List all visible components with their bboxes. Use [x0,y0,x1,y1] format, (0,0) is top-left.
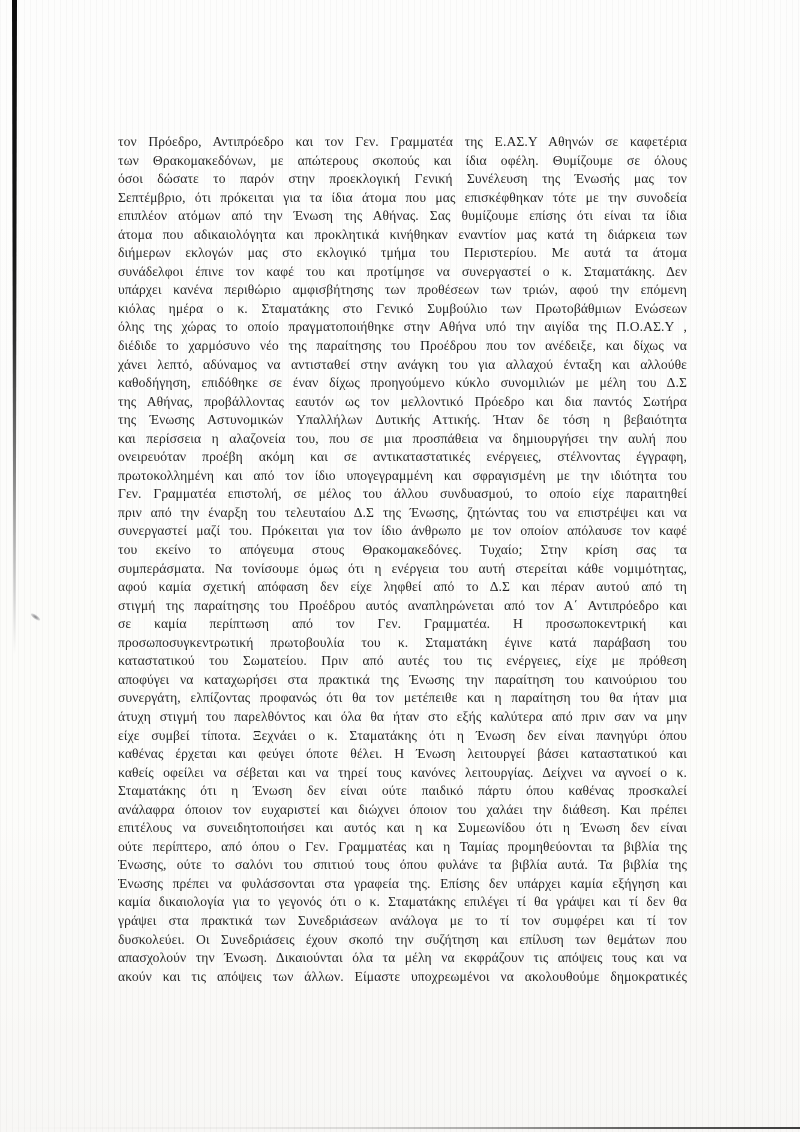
text-line: τον Πρόεδρο, Αντιπρόεδρο και τον Γεν. Γραμματέα της Ε.ΑΣ.Υ Αθηνών σε καφετέρια [118,134,687,149]
text-line: κιόλας ημέρα ο κ. Σταματάκης στο Γενικό Συμβούλιο των Πρωτοβάθμιων Ενώσεων [118,300,687,316]
text-line: άτυχη στιγμή του παρελθόντος και όλα θα ήταν στο εξής καλύτερα από πριν σαν να μην [118,708,687,724]
text-line: συνεργάτη, ελπίζοντας προφανώς ότι θα τον μετέπειθε και η παραίτηση του θα ήταν μια [118,690,687,706]
document-text-block [118,133,687,986]
text-line: Σταματάκης ότι η Ένωση δεν είναι ούτε παιδικό πάρτυ όπου καθένας προσκαλεί [118,783,687,799]
text-line: ανάλαφρα όποιον τον ευχαριστεί και διώχνει όποιον του χαλάει την διάθεση. Και πρέπει [118,801,687,817]
text-line: Ένωσης, ούτε το σαλόνι του σπιτιού τους όπου φυλάνε τα βιβλία αυτά. Τα βιβλία της [118,857,687,873]
bottom-edge-scan-line-artifact [0,1127,800,1129]
text-line: διήμερων εκλογών μας στο εκλογικό τμήμα του Περιστερίου. Με αυτά τα άτομα [118,245,687,261]
text-line: της Ένωσης Αστυνομικών Υπαλλήλων Δυτικής Αττικής. Ήταν δε τόση η βεβαιότητα [118,412,687,428]
text-line: στιγμή της παραίτησης του Προέδρου αυτός αναπληρώνεται από τον Α΄ Αντιπρόεδρο και [118,597,687,613]
text-line: ακούν και τις απόψεις των άλλων. Είμαστε υποχρεωμένοι να ακολουθούμε δημοκρατικές [118,968,687,984]
text-line: καθείς οφείλει να σέβεται και να τηρεί τους κανόνες λειτουργίας. Δείχνει να αγνοεί ο κ. [118,764,687,780]
text-line: αποφύγει να καταχωρήσει στα πρακτικά της Ένωσης την παραίτηση του καινούριου του [118,671,687,687]
text-line: καθοδήγηση, επιδόθηκε σε έναν δίχως προηγούμενο κύκλο συνομιλιών με μέλη του Δ.Σ [118,375,687,391]
text-line: επιτέλους να συνειδητοποιήσει και αυτός και η κα Συμεωνίδου ότι η Ένωση δεν είναι [118,820,687,836]
text-line: διέδιδε το χαρμόσυνο νέο της παραίτησης του Προέδρου που τον ανέδειξε, και δίχως να [118,338,687,354]
text-line: χάνει λεπτό, αδύναμος να αντισταθεί στην ανάγκη του για αλλαχού ένταξη και αλλούθε [118,356,687,372]
text-line: του εκείνο το απόγευμα στους Θρακομακεδόνες. Τυχαίο; Στην κρίση σας τα [118,542,687,558]
left-edge-scan-bar-artifact [12,0,17,655]
text-line: συνεργαστεί μαζί του. Πρόκειται για τον ίδιο άνθρωπο με τον οποίον απόλαυσε τον καφέ [118,523,687,539]
text-line: πρωτοκολλημένη και από τον ίδιο υπογεγραμμένη και σφραγισμένη με την ιδιότητα του [118,467,687,483]
text-line: όσοι δώσατε το παρόν στην προεκλογική Γενική Συνέλευση της Ένωσής μας τον [118,171,687,187]
text-line: γράψει στα πρακτικά των Συνεδριάσεων ανάλογα με το τί τον συμφέρει και τί τον [118,912,687,928]
text-line: Σεπτέμβριο, ότι πρόκειται για τα ίδια άτομα που μας επισκέφθηκαν τότε με την συνοδεία [118,189,687,205]
text-line: ούτε περίπτερο, από όπου ο Γεν. Γραμματέας και η Ταμίας προμηθεύονται τα βιβλία της [118,838,687,854]
text-line: και περίσσεια η αλαζονεία του, που σε μια προσπάθεια να δημιουργήσει την αυλή που [118,430,687,446]
text-line: σε καμία περίπτωση από τον Γεν. Γραμματέα. Η προσωποκεντρική και [118,616,687,632]
text-line: Γεν. Γραμματέα επιστολή, σε μέλος του άλλου συνδυασμού, το οποίο είχε παραιτηθεί [118,486,687,502]
text-line: αφού καμία σχετική απόφαση δεν είχε ληφθεί από το Δ.Σ και πέραν αυτού από τη [118,579,687,595]
text-line: ονειρευόταν προέβη ακόμη και σε αντικαταστατικές ενέργειες, στέλνοντας έγγραφη, [118,449,687,465]
text-line: υπάρχει κανένα περιθώριο αμφισβήτησης των προθέσεων των τριών, αφού την επόμενη [118,282,687,298]
text-line: Ένωσης πρέπει να φυλάσσονται στα γραφεία της. Επίσης δεν υπάρχει καμία εξήγηση και [118,875,687,891]
text-line: απασχολούν την Ένωση. Δικαιούνται όλα τα μέλη να εκφράζουν τις απόψεις τους και να [118,950,687,966]
text-line: επιπλέον ατόμων από την Ένωση της Αθήνας. Σας θυμίζουμε επίσης ότι είναι τα ίδια [118,208,687,224]
text-line: όλης της χώρας το οποίο πραγματοποιήθηκε στην Αθήνα υπό την αιγίδα της Π.Ο.ΑΣ.Υ , [118,319,687,335]
text-line: δυσκολεύει. Οι Συνεδριάσεις έχουν σκοπό την συζήτηση και επίλυση των θεμάτων που [118,931,687,947]
text-line: προσωποσυγκεντρωτική πρωτοβουλία του κ. Σταματάκη έγινε κατά παράβαση του [118,634,687,650]
text-line: συμπεράσματα. Να τονίσουμε όμως ότι η ενέργεια του αυτή στερείται κάθε νομιμότητας, [118,560,687,576]
margin-smudge-artifact [30,612,41,622]
text-line: είχε συμβεί τίποτα. Ξεχνάει ο κ. Σταματάκης ότι η Ένωση δεν είναι πανηγύρι όπου [118,727,687,743]
text-line: άτομα που αδικαιολόγητα και προκλητικά κινήθηκαν εναντίον μας κατά τη διάρκεια των [118,226,687,242]
text-line: της Αθήνας, προβάλλοντας εαυτόν ως τον μελλοντικό Πρόεδρο και δια παντός Σωτήρα [118,393,687,409]
text-line: των Θρακομακεδόνων, με απώτερους σκοπούς και ίδια οφέλη. Θυμίζουμε σε όλους [118,152,687,168]
text-line: καμία δικαιολογία για το γεγονός ότι ο κ. Σταματάκης επιλέγει τί θα γράψει και τί δεν θα [118,894,687,910]
text-line: καθένας έρχεται και φεύγει όποτε θέλει. Η Ένωση λειτουργεί βάσει καταστατικού και [118,746,687,762]
text-line: συνάδελφοι έπινε τον καφέ του και προτίμησε να συνεργαστεί ο κ. Σταματάκης. Δεν [118,263,687,279]
text-line: καταστατικού του Σωματείου. Πριν από αυτές του τις ενέργειες, είχε με πρόθεση [118,653,687,669]
text-line: πριν από την έναρξη του τελευταίου Δ.Σ της Ένωσης, ζητώντας του να επιστρέψει και να [118,504,687,520]
